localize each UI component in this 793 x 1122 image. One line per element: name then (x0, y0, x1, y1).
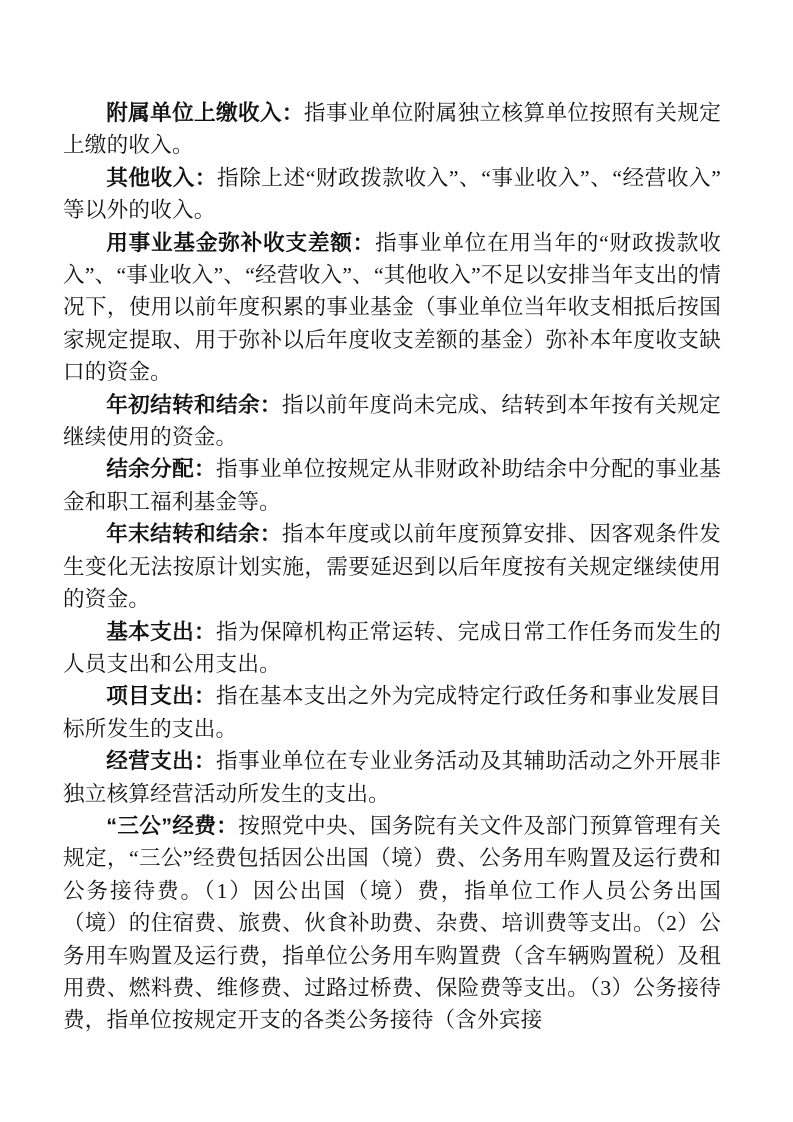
definition-term: 其他收入： (106, 164, 218, 190)
definition-term: 基本支出： (106, 618, 217, 644)
definition-paragraph-three-public-funds (63, 810, 721, 1037)
definition-paragraph-affiliated-unit-remitted-income (63, 97, 721, 162)
definition-paragraph-beginning-year-carryover (63, 389, 721, 454)
definition-term: 年末结转和结余： (106, 521, 282, 547)
definition-paragraph-surplus-distribution (63, 453, 721, 518)
definition-term: 年初结转和结余： (106, 391, 282, 417)
definition-body: 指事业单位在用当年的“财政拨款收入”、“事业收入”、“经营收入”、“其他收入”不足以安排当年支出的情况下，使用以前年度积累的事业基金（事业单位当年收支相抵后按国家规定提取、用于弥补以后年度收支差额的基金）弥补本年度收支缺口的资金。 (63, 230, 721, 385)
definition-body: 指以前年度尚未完成、结转到本年按有关规定继续使用的资金。 (63, 392, 721, 450)
definition-body: 指为保障机构正常运转、完成日常工作任务而发生的人员支出和公用支出。 (63, 619, 721, 676)
definition-body: 指事业单位在专业业务活动及其辅助活动之外开展非独立核算经营活动所发生的支出。 (63, 749, 721, 806)
definition-paragraph-year-end-carryover (63, 518, 721, 615)
definition-body: 指除上述“财政拨款收入”、“事业收入”、“经营收入”等以外的收入。 (63, 165, 721, 223)
definition-paragraph-project-expenditure (63, 680, 721, 745)
definition-term: 结余分配： (106, 456, 217, 482)
definition-term: 附属单位上缴收入： (106, 100, 304, 125)
document-body (63, 97, 721, 1037)
definition-paragraph-career-fund-deficit-补 (63, 227, 721, 389)
definition-body: 指本年度或以前年度预算安排、因客观条件发生变化无法按原计划实施，需要延迟到以后年度按有关规定继续使用的资金。 (63, 522, 721, 612)
definition-body: 指在基本支出之外为完成特定行政任务和事业发展目标所发生的支出。 (63, 684, 721, 741)
definition-paragraph-other-income (63, 162, 721, 227)
definition-paragraph-operating-expenditure (63, 745, 721, 810)
definition-term: “三公”经费： (106, 812, 239, 838)
definition-term: 经营支出： (106, 748, 217, 774)
definition-term: 项目支出： (106, 683, 217, 709)
definition-body: 按照党中央、国务院有关文件及部门预算管理有关规定，“三公”经费包括因公出国（境）费、公务用车购置及运行费和公务接待费。（1）因公出国（境）费，指单位工作人员公务出国（境）的住宿费、旅费、伙食补助费、杂费、培训费等支出。（2）公务用车购置及运行费，指单位公务用车购置费（含车辆购置税）及租用费、燃料费、维修费、过路过桥费、保险费等支出。（3）公务接待费，指单位按规定开支的各类公务接待（含外宾接 (63, 813, 721, 1033)
definition-paragraph-basic-expenditure (63, 616, 721, 681)
definition-body: 指事业单位附属独立核算单位按照有关规定上缴的收入。 (63, 101, 721, 158)
definition-term: 用事业基金弥补收支差额： (106, 229, 376, 255)
definition-body: 指事业单位按规定从非财政补助结余中分配的事业基金和职工福利基金等。 (63, 457, 721, 514)
